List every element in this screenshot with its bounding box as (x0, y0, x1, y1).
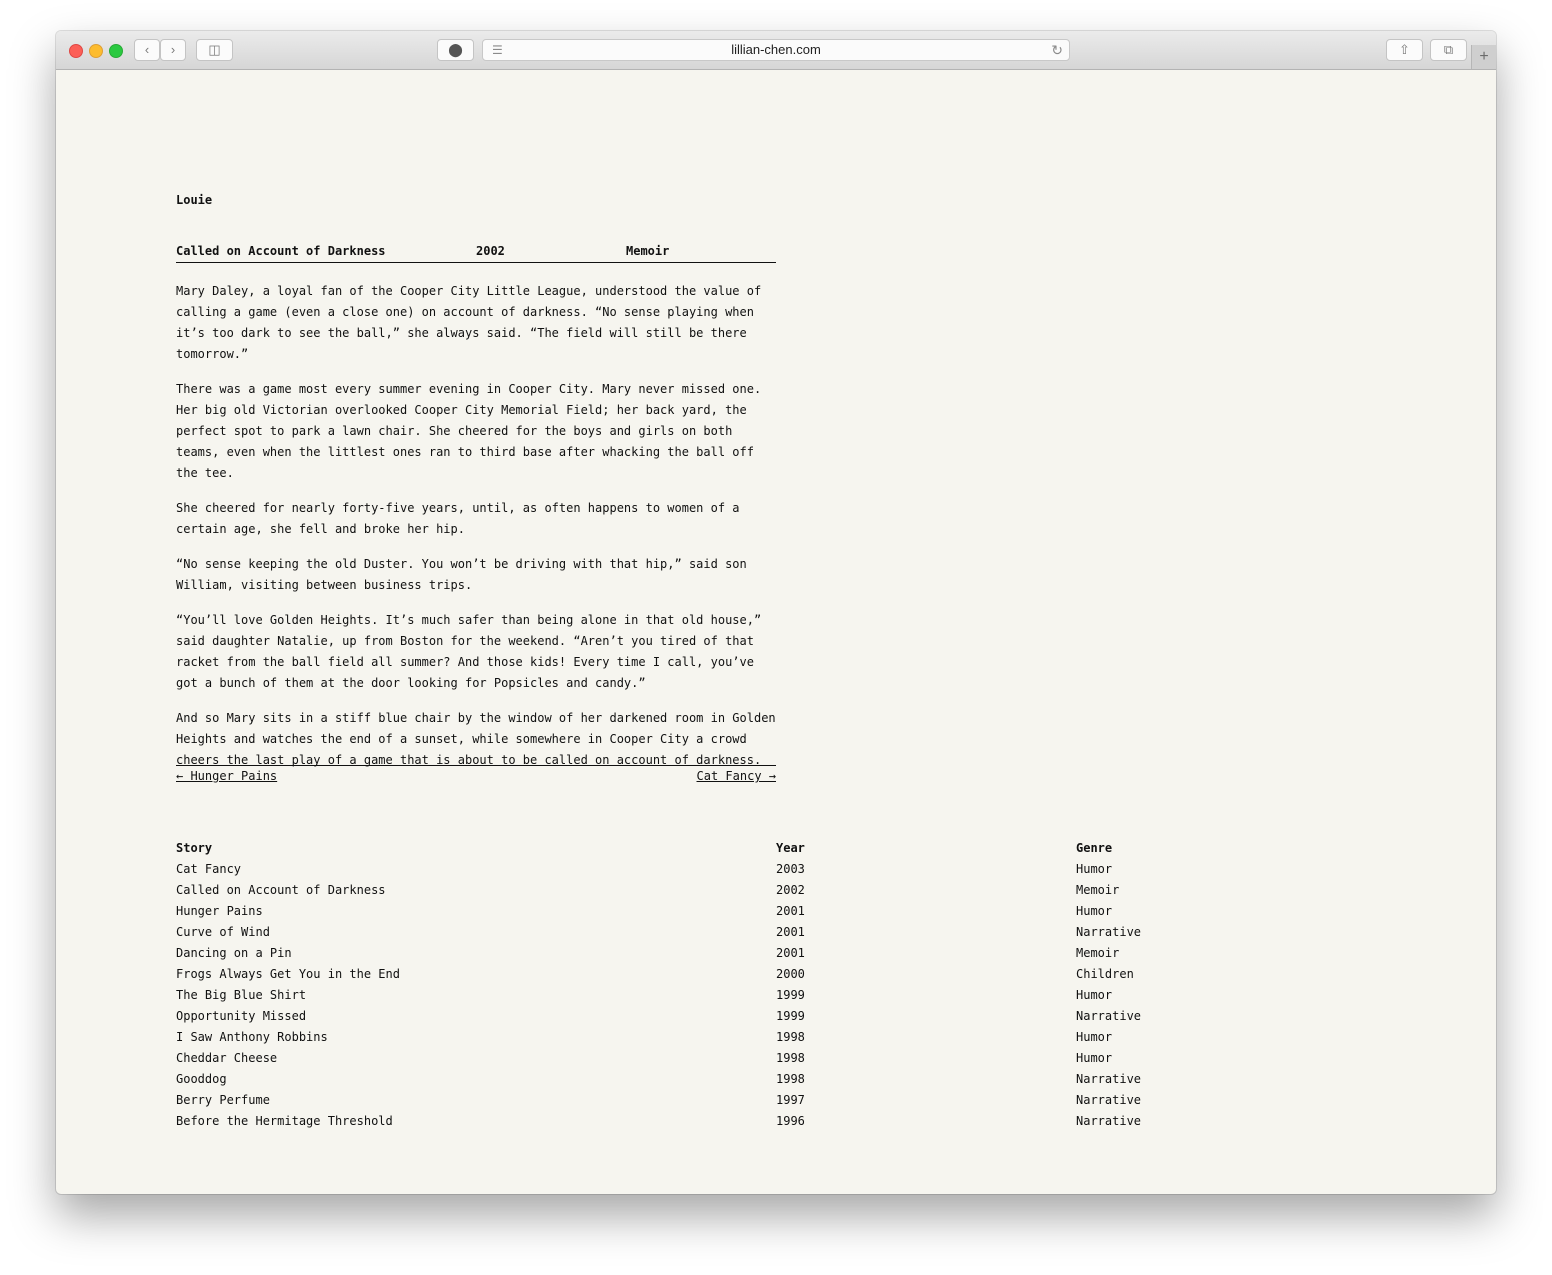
story-title: Called on Account of Darkness (176, 244, 386, 258)
story-paragraph: Mary Daley, a loyal fan of the Cooper City Little League, understood the value of calling a game (even a close one) on account of darkness. “No sense playing when it’s too dark to see the ball,” she always said. “The field will still be there tomorrow.” (176, 284, 762, 361)
row-genre: Narrative (1076, 1093, 1142, 1107)
story-body (176, 281, 776, 785)
table-row[interactable] (176, 1111, 1276, 1132)
row-year: 1999 (776, 1009, 805, 1023)
header-genre: Genre (1076, 841, 1113, 855)
story-year: 2002 (476, 244, 505, 258)
new-tab-button[interactable] (1471, 45, 1496, 69)
row-year: 1998 (776, 1072, 805, 1086)
row-year: 1999 (776, 988, 805, 1002)
row-genre: Narrative (1076, 1009, 1142, 1023)
row-title[interactable]: Gooddog (176, 1072, 227, 1086)
story-paragraph: There was a game most every summer evening in Cooper City. Mary never missed one. Her big old Victorian overlooked Cooper City Memorial Field; her back yard, the perfect spot to park a lawn chair. She cheered for the boys and girls on both teams, even when the littlest ones ran to third base after whacking the ball off the tee. (176, 382, 762, 480)
sidebar-button[interactable] (196, 39, 233, 61)
site-title[interactable]: Louie (176, 193, 213, 207)
table-row[interactable] (176, 901, 1276, 922)
row-year: 2001 (776, 925, 805, 939)
page-content (56, 70, 1496, 1194)
story-header (176, 244, 776, 263)
story-pager (176, 765, 776, 789)
prev-story-link[interactable]: ← Hunger Pains (176, 769, 278, 783)
sidebar-icon: ◫ (208, 42, 221, 57)
reload-icon[interactable]: ↻ (1051, 42, 1063, 58)
back-button[interactable] (134, 39, 160, 61)
row-title[interactable]: Dancing on a Pin (176, 946, 292, 960)
row-title[interactable]: Curve of Wind (176, 925, 270, 939)
row-genre: Memoir (1076, 946, 1120, 960)
row-genre: Children (1076, 967, 1134, 981)
row-genre: Humor (1076, 904, 1113, 918)
share-button[interactable] (1386, 39, 1423, 61)
table-row-current (176, 880, 1276, 901)
story-paragraph: And so Mary sits in a stiff blue chair by the window of her darkened room in Golden Heights and watches the end of a sunset, while somewhere in Cooper City a crowd cheers the last play of a game that is about to be called on account of darkness. (176, 711, 776, 767)
story-paragraph: “You’ll love Golden Heights. It’s much safer than being alone in that old house,” said daughter Natalie, up from Boston for the weekend. “Aren’t you tired of that racket from the ball field all summer? And those kids! Every time I call, you’ve got a bunch of them at the door looking for Popsicles and candy.” (176, 613, 762, 690)
row-year: 2001 (776, 904, 805, 918)
row-year: 1998 (776, 1030, 805, 1044)
row-genre: Humor (1076, 862, 1113, 876)
table-row[interactable] (176, 943, 1276, 964)
shield-icon: ⬤ (448, 42, 463, 57)
row-year: 1997 (776, 1093, 805, 1107)
table-header (176, 838, 1276, 859)
row-title[interactable]: The Big Blue Shirt (176, 988, 307, 1002)
address-bar[interactable] (482, 39, 1070, 61)
reader-icon[interactable]: ☰ (492, 43, 503, 57)
row-title[interactable]: Berry Perfume (176, 1093, 270, 1107)
row-title: Called on Account of Darkness (176, 883, 386, 897)
row-title[interactable]: Cheddar Cheese (176, 1051, 278, 1065)
row-genre: Narrative (1076, 1114, 1142, 1128)
table-row[interactable] (176, 985, 1276, 1006)
row-title[interactable]: Before the Hermitage Threshold (176, 1114, 393, 1128)
row-genre: Narrative (1076, 925, 1142, 939)
browser-toolbar (56, 31, 1496, 70)
table-row[interactable] (176, 1069, 1276, 1090)
row-year: 2003 (776, 862, 805, 876)
story-paragraph: She cheered for nearly forty-five years, until, as often happens to women of a certain age, she fell and broke her hip. (176, 501, 740, 536)
story-genre: Memoir (626, 244, 670, 258)
table-row[interactable] (176, 1027, 1276, 1048)
chevron-right-icon: › (170, 42, 176, 57)
row-title[interactable]: Opportunity Missed (176, 1009, 307, 1023)
stories-table (176, 838, 1276, 1132)
row-genre: Narrative (1076, 1072, 1142, 1086)
header-year: Year (776, 841, 805, 855)
table-row[interactable] (176, 964, 1276, 985)
minimize-window-button[interactable] (89, 44, 103, 58)
table-row[interactable] (176, 859, 1276, 880)
table-row[interactable] (176, 1048, 1276, 1069)
forward-button[interactable] (160, 39, 186, 61)
zoom-window-button[interactable] (109, 44, 123, 58)
row-title[interactable]: Frogs Always Get You in the End (176, 967, 400, 981)
row-title[interactable]: I Saw Anthony Robbins (176, 1030, 328, 1044)
tabs-icon: ⧉ (1443, 42, 1454, 57)
url-text: lillian-chen.com (731, 42, 821, 57)
row-year: 2001 (776, 946, 805, 960)
row-title[interactable]: Hunger Pains (176, 904, 263, 918)
row-genre: Memoir (1076, 883, 1120, 897)
plus-icon: + (1479, 48, 1489, 65)
browser-window (56, 31, 1496, 1194)
row-title[interactable]: Cat Fancy (176, 862, 242, 876)
row-year: 1996 (776, 1114, 805, 1128)
row-year: 2000 (776, 967, 805, 981)
privacy-button[interactable] (437, 39, 474, 61)
row-year: 1998 (776, 1051, 805, 1065)
story-paragraph: “No sense keeping the old Duster. You won’t be driving with that hip,” said son William, visiting between business trips. (176, 557, 747, 592)
next-story-link[interactable]: Cat Fancy → (696, 769, 776, 783)
table-row[interactable] (176, 1006, 1276, 1027)
header-story: Story (176, 841, 213, 855)
table-row[interactable] (176, 1090, 1276, 1111)
tabs-overview-button[interactable] (1430, 39, 1467, 61)
row-genre: Humor (1076, 1030, 1113, 1044)
table-row[interactable] (176, 922, 1276, 943)
chevron-left-icon: ‹ (144, 42, 150, 57)
close-window-button[interactable] (69, 44, 83, 58)
row-genre: Humor (1076, 988, 1113, 1002)
row-genre: Humor (1076, 1051, 1113, 1065)
row-year: 2002 (776, 883, 805, 897)
share-icon: ⇧ (1399, 42, 1410, 57)
